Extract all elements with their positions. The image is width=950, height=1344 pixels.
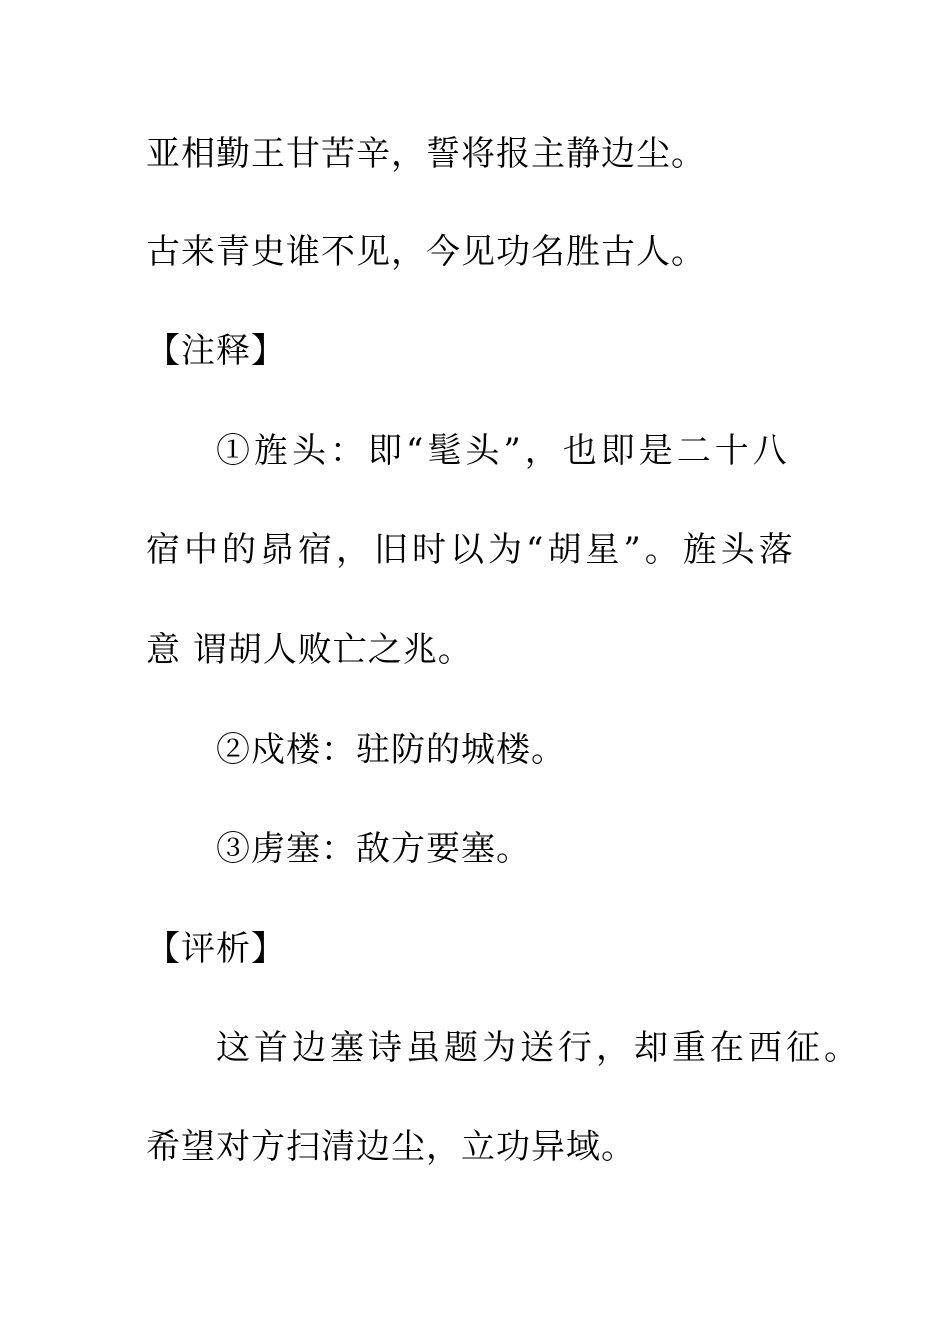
poem-line-1: 亚相勤王甘苦辛，誓将报主静边尘。: [146, 134, 706, 174]
note-2: ②戍楼：驻防的城楼。: [216, 730, 566, 770]
note-1-line-3: 意 谓胡人败亡之兆。: [146, 630, 473, 670]
notes-heading: 【注释】: [146, 331, 286, 371]
analysis-line-1: 这首边塞诗虽题为送行，却重在西征。: [216, 1028, 862, 1068]
poem-line-2: 古来青史谁不见，今见功名胜古人。: [146, 232, 706, 272]
note-1-line-1: ①旌头：即“髦头”，也即是二十八: [216, 431, 791, 471]
analysis-heading: 【评析】: [146, 929, 286, 969]
analysis-line-2: 希望对方扫清边尘，立功异域。: [146, 1127, 636, 1167]
note-1-line-2: 宿中的昴宿，旧时以为“胡星”。旌头落: [146, 530, 797, 570]
note-3: ③虏塞：敌方要塞。: [216, 829, 531, 869]
